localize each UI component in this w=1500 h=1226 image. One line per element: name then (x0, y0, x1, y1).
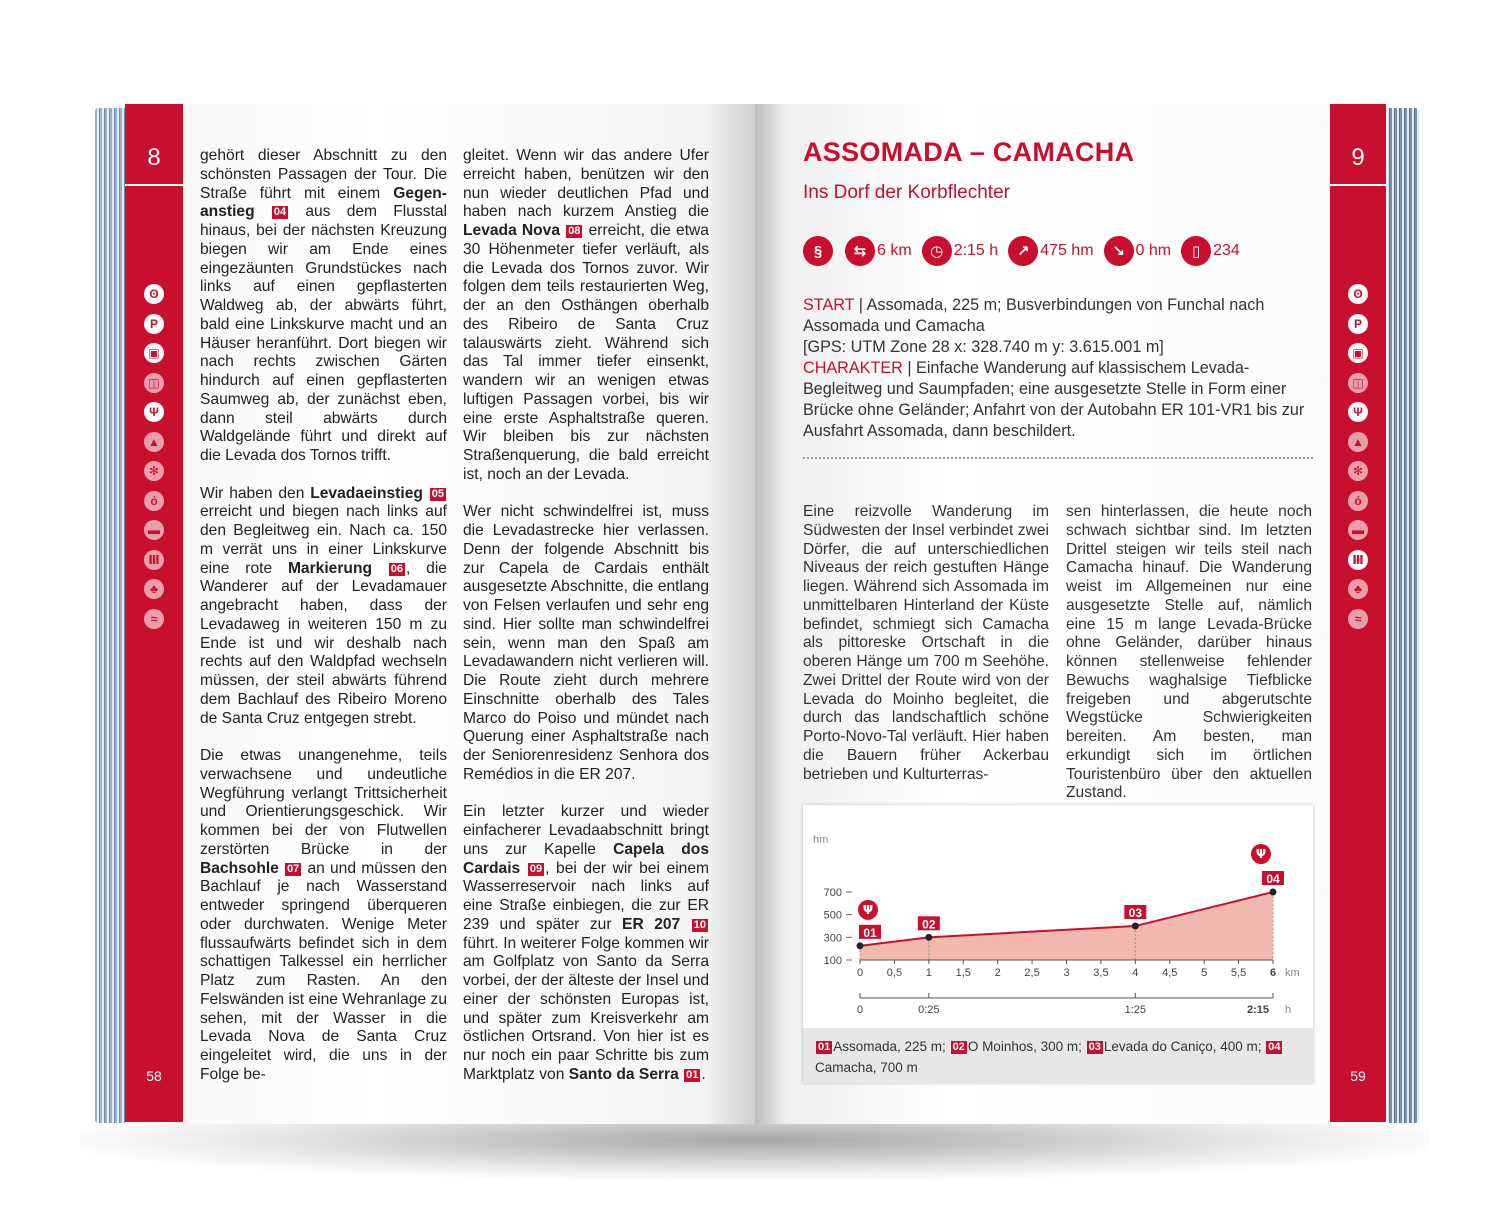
text: aus dem Flusstal hinaus, bei der nächsten Kreuzung biegen wir am Ende eines eingezäunten Grundstückes nach links auf einen gepflasterten Waldweg ab, der abwärts führt, bald eine Linkskurve macht und an Häuser heranführt. Dort biegen wir nach rechts zwischen Gärten hindurch auf einen gepflasterten Saumweg ab, der zunächst eben, dann steil abwärts durch Waldgelände führt und direkt auf die Levada dos Tornos trifft. (200, 203, 448, 464)
bold-term: Levada Nova (463, 222, 561, 239)
legend-marker: 03 (1088, 1041, 1101, 1053)
waypoint-dot (1270, 889, 1277, 896)
text (560, 222, 565, 239)
tab-right (1330, 104, 1386, 1122)
bold-term: Markierung (287, 559, 372, 577)
paragraph (200, 147, 447, 466)
snowflake-icon: ✻ (1348, 461, 1368, 481)
right-column-1: Eine reizvolle Wanderung im Südwesten der Insel verbindet zwei Dörfer, die auf unterschiedlichen Niveaus der reich gestuften Hänge liegen. Während sich Assomada im unmittelbaren Hinterland der Küste befindet, schmiegt sich Camacha als pittoreske Ortschaft in die oberen Hänge um 700 m Seehöhe. Zwei Drittel der Route wird von der Levada do Moinho begleitet, die durch das landschaftlich schöne Porto-Novo-Tal verläuft. Hier haben die Bauern früher Ackerbau betrieben und Kulturterras- (803, 503, 1049, 783)
right-column-2: sen hinterlassen, die heute noch schwach sichtbar sind. Im letzten Drittel steigen wir teils steil nach Camacha hinauf. Die Wanderung weist im Allgemeinen nur eine ausgesetzte Stelle auf, nämlich eine 15 m lange Levada-Brücke ohne Geländer, darüber hinaus können stellenweise fehlender Bewuchs waghalsige Tiefblicke freigeben und abgerutschte Wegstücke Schwierigkeiten bereiten. Am besten, man erkundigt sich im örtlichen Touristenbüro über den aktuellen Zustand. (1066, 503, 1312, 802)
ascent-value: 475 hm (1040, 242, 1094, 259)
stat-distance (845, 236, 912, 266)
clock-icon: ◷ (922, 236, 952, 266)
profile-legend (803, 1028, 1313, 1083)
bold-term: ER 207 (622, 915, 681, 933)
text: . (701, 1065, 706, 1083)
x-tick-label: 3 (1063, 967, 1070, 979)
waypoint-marker: 01 (686, 1068, 699, 1081)
text (679, 1066, 683, 1083)
text (279, 860, 284, 877)
tour-info (803, 295, 1313, 442)
map-page-value: 234 (1213, 242, 1240, 259)
restaurant-icon: Ψ (144, 402, 164, 422)
character-text: | Einfache Wanderung auf klassischem Levada-Begleitweg und Saumpfaden; eine ausgesetzte Stelle in Form einer Brücke ohne Geländer; Anfahrt von der Autobahn ER 101-VR1 bis zur Ausfahrt Assomada, dann beschildert. (803, 359, 1305, 440)
waypoint-label: 03 (1128, 906, 1143, 920)
text: erreicht, die etwa 30 Höhenmeter tiefer verläuft, als die Levada dos Tornos zuvor. Wir folgen dem teils restaurierten Weg, der an den Osthängen oberhalb des Ribeiro de Santa Cruz talauswärts zieht. Während sich das Tal immer tiefer einsenkt, wandern wir an wenigen etwas luftigen Passagen vorbei, bis wir eine erste Asphaltstraße queren. Wir bleiben bis zur nächsten Straßenquerung, die bald erreicht ist, noch an der Levada. (463, 222, 709, 483)
duration-value: 2:15 h (953, 242, 999, 259)
basket-icon: ◫ (1348, 373, 1368, 393)
x-tick-label: 1,5 (955, 967, 971, 979)
ascent-icon: ↗ (1008, 236, 1038, 266)
bold-term: Bachsohle (200, 859, 279, 877)
text: führt. In weiterer Folge kommen wir am Golfplatz von Santo da Serra vorbei, der der älteste der Insel und einer der schönsten Europas ist, und später zum Kreisverkehr am östlichen Ortsrand. Von hier ist es nur noch ein paar Schritte bis zum Marktplatz von (463, 934, 709, 1083)
y-tick-label: 100 (823, 955, 842, 967)
restaurant-icon: Ψ (1348, 402, 1368, 422)
stat-duration (922, 236, 998, 266)
swim-icon: ≈ (144, 609, 164, 629)
bus-icon: ▣ (1348, 343, 1368, 363)
legend-marker: 04 (1268, 1041, 1281, 1053)
legend-text: O Moinhos, 300 m; (967, 1039, 1086, 1054)
category-icons-right (1330, 284, 1386, 638)
page-stack-left (95, 108, 127, 1123)
restaurant-icon-glyph: Ψ (1255, 847, 1267, 861)
bicycle-icon: ό (144, 491, 164, 511)
bold-term: Levadaeinstieg (310, 484, 423, 502)
x-tick-label: 5 (1201, 967, 1208, 979)
tree-icon: ♣ (144, 579, 164, 599)
paragraph: Wer nicht schwindelfrei ist, muss die Levadastrecke hier verlassen. Denn der folgende Abschnitt bis zur Capela de Cardais enthält ausgesetzte Abschnitte, die entlang von Felsen verlaufen und sehr eng sind. Hier sollte man schwindelfrei sein, wenn man den Spaß am Levadawandern nicht verlieren will. Die Route zieht durch mehrere Einschnitte oberhalb des Tales Marco do Poiso und mündet nach Querung einer Asphaltstraße nach der Seniorenresidenz Senhora dos Remédios in die ER 207. (463, 503, 709, 783)
mountain-icon: ▲ (144, 432, 164, 452)
tree-icon: ♣ (1348, 579, 1368, 599)
stat-difficulty (803, 236, 835, 266)
paragraph (200, 747, 447, 1085)
time-tick-label: 2:15 (1246, 1004, 1269, 1016)
museum-icon: Ⅲ (144, 550, 164, 570)
tour-number-left: 8 (147, 144, 161, 171)
page-number-right: 59 (1350, 1068, 1366, 1084)
x-tick-label: 0,5 (886, 967, 903, 979)
left-column-1 (200, 147, 447, 1103)
waypoint-label: 04 (1266, 872, 1280, 886)
legend-text: Camacha, 700 m (815, 1060, 918, 1075)
x-axis-unit: km (1285, 967, 1300, 979)
museum-icon: Ⅲ (1348, 550, 1368, 570)
elevation-chart (803, 805, 1313, 1028)
map-icon: ▯ (1181, 236, 1211, 266)
time-axis-unit: h (1285, 1004, 1292, 1016)
parking-icon: P (144, 314, 164, 334)
x-tick-label: 2,5 (1024, 967, 1040, 979)
swim-icon: ≈ (1348, 609, 1368, 629)
waypoint-dot (857, 942, 864, 949)
character-info (803, 358, 1313, 442)
snowflake-icon: ✻ (144, 461, 164, 481)
x-tick-label: 4,5 (1162, 967, 1178, 979)
text: Die etwas unangenehme, teils verwachsene und undeutliche Wegführung verlangt Trittsicherheit und Orientierungsgeschick. Wir kommen bei der von Flutwellen zerstörten Brücke in der (200, 747, 447, 858)
bicycle-icon: ό (1348, 491, 1368, 511)
mountain-icon: ▲ (1348, 432, 1368, 452)
time-tick-label: 1:25 (1124, 1004, 1147, 1016)
waypoint-label: 01 (863, 925, 877, 940)
waypoint-marker: 09 (529, 862, 543, 875)
start-info (803, 295, 1313, 337)
time-tick-label: 0 (856, 1004, 864, 1016)
text (520, 860, 527, 877)
x-tick-label: 1 (925, 967, 932, 979)
y-tick-label: 300 (823, 932, 842, 945)
gps-info: [GPS: UTM Zone 28 x: 328.740 m y: 3.615.001 m] (803, 338, 1164, 356)
text (372, 560, 388, 577)
character-label: CHARAKTER (803, 359, 903, 377)
x-tick-label: 2 (994, 967, 1001, 979)
legend-text: Levada do Caniço, 400 m; (1103, 1039, 1266, 1054)
left-column-2 (463, 147, 709, 1103)
waypoint-marker: 06 (390, 562, 404, 575)
waypoint-marker: 10 (693, 918, 706, 931)
dotted-divider (803, 457, 1313, 459)
page-stack-right (1385, 108, 1419, 1123)
waypoint-dot (1132, 923, 1139, 930)
text: gleitet. Wenn wir das andere Ufer erreicht haben, benützen wir den nun wieder deutlichen Pfad und haben nach kurzem Anstieg die (463, 147, 709, 221)
start-text: | Assomada, 225 m; Busverbindungen von Funchal nach Assomada und Camacha (803, 296, 1265, 335)
tab-divider (1330, 184, 1386, 186)
time-tick-label: 0:25 (918, 1004, 940, 1016)
paragraph (463, 147, 709, 485)
waypoint-marker: 08 (568, 225, 581, 237)
bear-icon: ʘ (144, 284, 164, 304)
bold-term: Santo da Serra (568, 1065, 679, 1083)
bear-icon: ʘ (1348, 284, 1368, 304)
x-tick-label: 4 (1132, 967, 1139, 979)
route-type-icon: § (803, 236, 833, 266)
category-icons-left (125, 284, 183, 638)
y-tick-label: 700 (823, 887, 842, 899)
paragraph (463, 803, 709, 1084)
bed-icon: ▬ (1348, 520, 1368, 540)
stat-map-page (1181, 236, 1240, 266)
bed-icon: ▬ (144, 520, 164, 540)
text: an und müssen den Bachlauf je nach Wasserstand entweder springend überqueren oder durchwaten. Wenige Meter flussaufwärts befindet sich in dem schattigen Talkessel ein herrlicher Platz zum Rasten. An den Felswänden ist eine Wehranlage zu sehen, mit der Wasser in die Levada Nova de Santa Cruz eingeleitet wird, die uns in der Folge be- (200, 859, 447, 1083)
tab-left (125, 104, 183, 1122)
distance-value: 6 km (877, 242, 912, 259)
waypoint-marker: 04 (273, 206, 287, 219)
tour-stats (803, 235, 1250, 267)
parking-icon: P (1348, 314, 1368, 334)
y-axis-label: hm (813, 834, 829, 846)
start-label: START (803, 296, 855, 314)
page-subtitle: Ins Dorf der Korbflechter (803, 182, 1010, 203)
tab-divider (125, 184, 183, 186)
bus-icon: ▣ (144, 343, 164, 363)
legend-text: Assomada, 225 m; (833, 1039, 950, 1054)
waypoint-marker: 05 (431, 487, 444, 500)
text: , bei der wir bei einem Wasserreservoir nach links auf eine Straße einbiegen, die zur ER 239 und später zur (463, 859, 709, 933)
legend-marker: 02 (952, 1041, 965, 1053)
y-tick-label: 500 (823, 909, 842, 922)
text (423, 485, 429, 502)
x-tick-label: 3,5 (1093, 967, 1109, 979)
text: erreicht und biegen nach links auf den Begleitweg ein. Nach ca. 150 m verrät uns in einer Linkskurve eine rote (200, 503, 447, 577)
signpost-icon: ⇆ (845, 236, 875, 266)
basket-icon: ◫ (144, 373, 164, 393)
paragraph (200, 485, 447, 729)
text (680, 916, 691, 933)
waypoint-label: 02 (922, 917, 936, 932)
waypoint-dot (925, 934, 932, 941)
x-tick-label: 5,5 (1230, 967, 1247, 979)
legend-marker: 01 (818, 1041, 831, 1053)
text: gehört dieser Abschnitt zu den schönsten Passagen der Tour. Die Straße führt mit einem (200, 147, 447, 202)
descent-icon: ↘ (1104, 236, 1134, 266)
tour-number-right: 9 (1351, 144, 1365, 171)
x-tick-label: 0 (856, 967, 864, 979)
bold-term: Capela dos Cardais (463, 840, 709, 877)
elevation-profile (803, 805, 1313, 1083)
x-tick-label: 6 (1269, 967, 1277, 979)
page-number-left: 58 (146, 1068, 162, 1084)
waypoint-marker: 07 (287, 862, 300, 875)
text: Wir haben den (200, 484, 311, 502)
descent-value: 0 hm (1135, 242, 1172, 259)
text: , die Wanderer auf der Levadamauer angebracht haben, dass der Levadaweg in weiteren 150 m zu Ende ist und wir deshalb nach rechts auf den Waldpfad wechseln müssen, der steil abwärts führend dem Bachlauf des Ribeiro Moreno de Santa Cruz entgegen strebt. (200, 559, 447, 727)
stat-ascent (1008, 236, 1093, 266)
text: Ein letzter kurzer und wieder einfacherer Levadaabschnitt bringt uns zur Kapelle (463, 803, 709, 858)
text (255, 203, 271, 220)
restaurant-icon-glyph: Ψ (862, 902, 874, 917)
bold-term: Gegen-anstieg (200, 184, 447, 221)
stat-descent (1104, 236, 1172, 266)
page-title: ASSOMADA – CAMACHA (803, 137, 1135, 167)
